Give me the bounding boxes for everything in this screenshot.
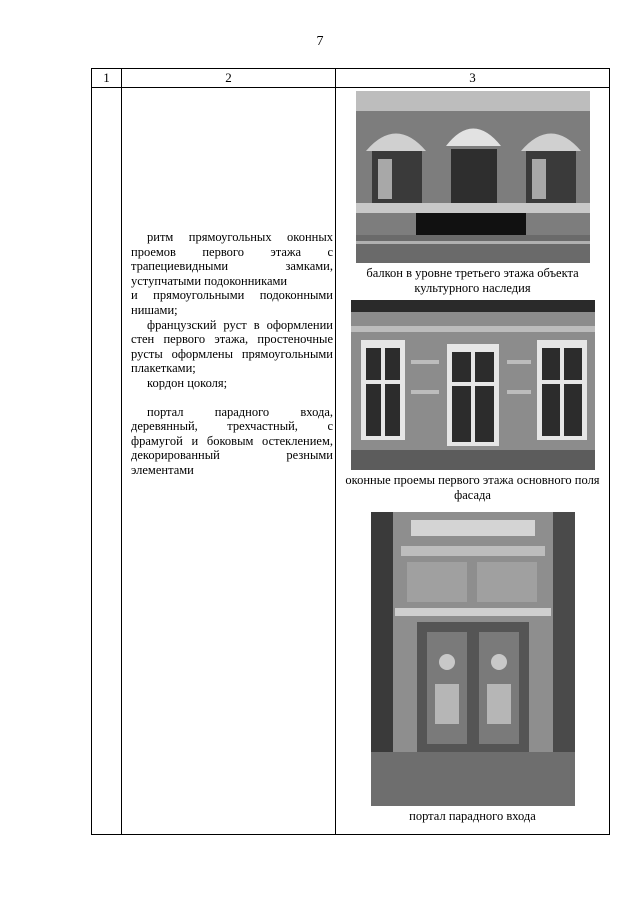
table-row xyxy=(92,88,610,835)
description-item: кордон цоколя; xyxy=(147,375,228,390)
header-col-2: 2 xyxy=(122,69,336,88)
photo-caption: оконные проемы первого этажа основного поля фасада xyxy=(345,473,600,502)
heritage-table xyxy=(91,68,610,835)
windows-photo xyxy=(351,300,595,470)
description-item: и прямоугольными подоконными нишами; xyxy=(131,288,333,317)
page-number: 7 xyxy=(316,34,324,49)
description-cell xyxy=(122,88,336,835)
photo-caption: балкон в уровне третьего этажа объекта культурного наследия xyxy=(366,266,579,295)
description-item: портал парадного входа, деревянный, трехчастный, с фрамугой и боковым остеклением, декорированный резными элементами xyxy=(131,404,333,477)
photo-block-windows xyxy=(336,300,609,502)
description-item: французский руст в оформлении стен первого этажа, простеночные русты оформлены прямоугольными плакетками; xyxy=(131,317,333,376)
table-header-row xyxy=(92,69,610,88)
photos-cell xyxy=(336,88,610,835)
photo-block-portal xyxy=(336,512,609,824)
header-col-1: 1 xyxy=(92,69,122,88)
photo-block-balcony xyxy=(336,91,609,295)
portal-photo xyxy=(371,512,575,806)
row-number-cell xyxy=(92,88,122,835)
description-text xyxy=(122,230,335,478)
photo-caption: портал парадного входа xyxy=(409,809,536,823)
header-col-3: 3 xyxy=(336,69,610,88)
description-item: ритм прямоугольных оконных проемов первого этажа с трапециевидными замками, уступчатыми подоконниками xyxy=(131,230,333,288)
balcony-photo xyxy=(356,91,590,263)
